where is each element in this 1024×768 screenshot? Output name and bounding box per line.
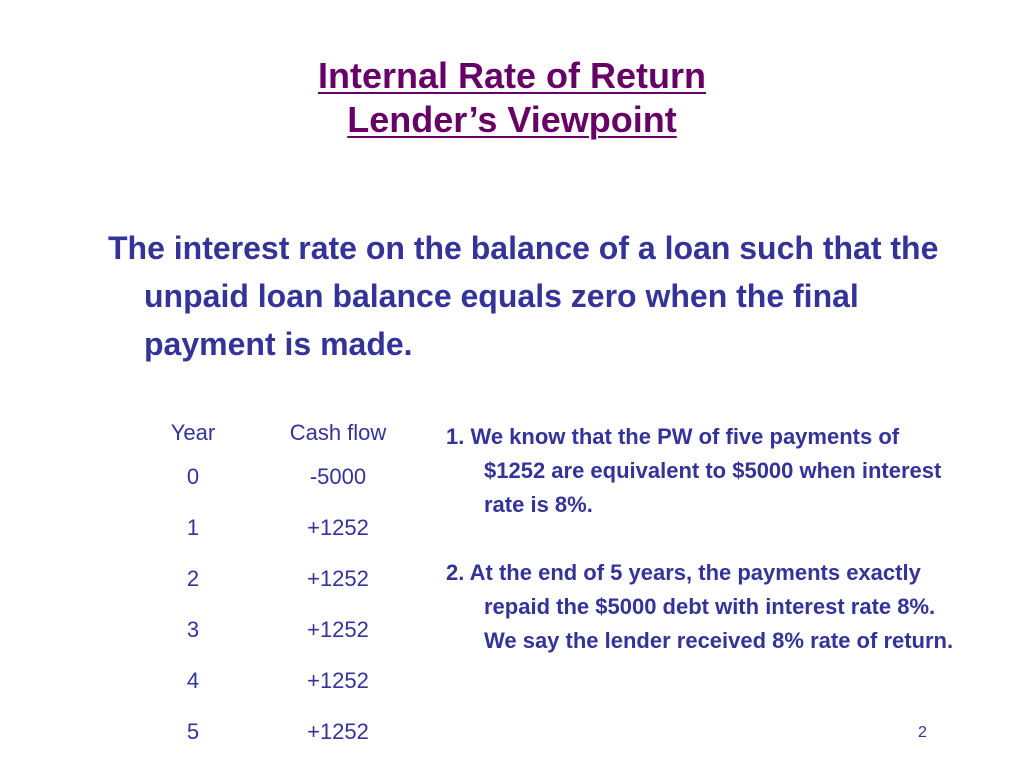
- cash-flow-cell: +1252: [307, 565, 369, 591]
- year-cell: 3: [186, 616, 200, 642]
- slide-title: [0, 54, 1024, 142]
- year-cell: 5: [186, 718, 200, 744]
- table-row: [146, 655, 436, 706]
- column-header-cash-flow: Cash flow: [289, 419, 387, 445]
- year-cell: 2: [186, 565, 200, 591]
- year-cell: 4: [186, 667, 200, 693]
- title-line-1: Internal Rate of Return: [317, 55, 707, 96]
- cash-flow-cell: -5000: [309, 463, 367, 489]
- cash-flow-table: [146, 414, 436, 757]
- column-header-year: Year: [170, 419, 216, 445]
- note-item: 1. We know that the PW of five payments of $1252 are equivalent to $5000 when interest rate is 8%.: [446, 424, 942, 517]
- notes-list: [446, 420, 966, 692]
- cash-flow-cell: +1252: [307, 616, 369, 642]
- table-row: [146, 604, 436, 655]
- note-item: 2. At the end of 5 years, the payments exactly repaid the $5000 debt with interest rate 8%. We say the lender received 8% rate of return.: [446, 560, 954, 653]
- cash-flow-cell: +1252: [307, 514, 369, 540]
- table-row: [146, 706, 436, 757]
- table-header-row: [146, 414, 436, 451]
- title-line-2: Lender’s Viewpoint: [347, 99, 677, 140]
- year-cell: 1: [186, 514, 200, 540]
- table-row: [146, 553, 436, 604]
- cash-flow-cell: +1252: [307, 718, 369, 744]
- page-number: 2: [918, 724, 927, 741]
- table-row: [146, 451, 436, 502]
- table-row: [146, 502, 436, 553]
- year-cell: 0: [186, 463, 200, 489]
- definition-text: The interest rate on the balance of a loan such that the unpaid loan balance equals zero when the final payment is made.: [108, 230, 939, 362]
- cash-flow-cell: +1252: [307, 667, 369, 693]
